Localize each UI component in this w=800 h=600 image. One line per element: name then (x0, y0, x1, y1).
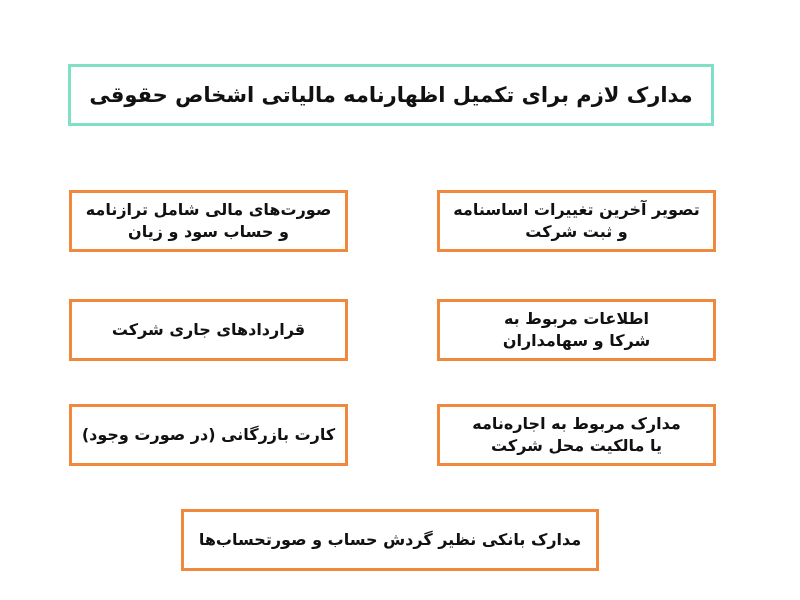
diagram-title: مدارک لازم برای تکمیل اظهارنامه مالیاتی اشخاص حقوقی (68, 64, 714, 126)
item-commercial-card: کارت بازرگانی (در صورت وجود) (69, 404, 348, 466)
item-lease-or-ownership: مدارک مربوط به اجاره‌نامه یا مالکیت محل شرکت (437, 404, 716, 466)
item-current-contracts: قراردادهای جاری شرکت (69, 299, 348, 361)
item-partners-shareholders-info: اطلاعات مربوط به شرکا و سهامداران (437, 299, 716, 361)
item-bank-documents: مدارک بانکی نظیر گردش حساب و صورتحساب‌ها (181, 509, 599, 571)
item-articles-of-association: تصویر آخرین تغییرات اساسنامه و ثبت شرکت (437, 190, 716, 252)
item-financial-statements: صورت‌های مالی شامل ترازنامه و حساب سود و زیان (69, 190, 348, 252)
